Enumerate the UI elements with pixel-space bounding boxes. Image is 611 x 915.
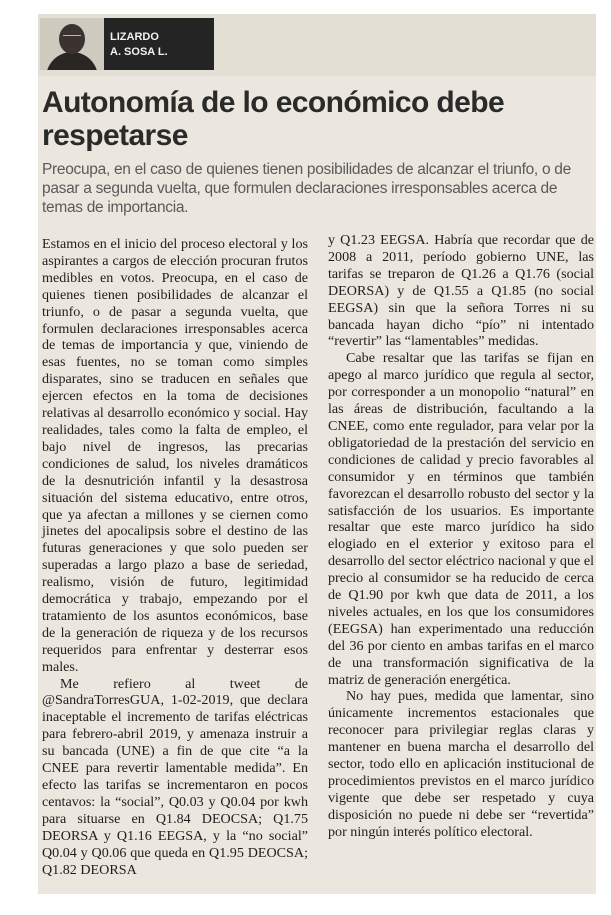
paragraph: Me refiero al tweet de @SandraTorresGUA, 1-02-2019, que declara inaceptable el incremento de tarifas eléctricas para febrero-abril 2019, y amenaza instruir a su bancada (UNE) a fin de que cite “a la CNEE para revertir lamentable medida”. En efecto las tarifas se incrementaron en pocos centavos: la “social”, Q0.03 y Q0.04 por kwh para situarse en Q1.84 DEOCSA; Q1.75 DEORSA y Q1.16 EEGSA, y la “no social” Q0.04 y Q0.06 que queda en Q1.95 DEOCSA; Q1.82 DEORSA — [42, 675, 308, 878]
author-photo-glasses — [63, 35, 81, 40]
author-name-box — [104, 18, 214, 70]
author-photo — [40, 18, 104, 70]
author-photo-shoulders — [46, 52, 98, 70]
paragraph: No hay pues, medida que lamentar, sino únicamente incrementos estacionales que reconocer para privilegiar reglas claras y mantener en buena marcha el desarrollo del sector, todo ello en aplicación institucional de procedimientos previstos en el marco jurídico vigente que debe ser respetado y cuya disposición no puede ni debe ser “revertida” por ningún interés político electoral. — [328, 688, 594, 840]
article-subtitle: Preocupa, en el caso de quienes tienen posibilidades de alcanzar el triunfo, o de pasar a segunda vuelta, que formulen declaraciones irresponsables acerca de temas de importancia. — [42, 161, 571, 216]
body-column-left — [42, 236, 308, 878]
paragraph: Estamos en el inicio del proceso electoral y los aspirantes a cargos de elección procuran frutos medibles en votos. Preocupa, en el caso de quienes tienen posibilidades de alcanzar el triunfo, o de pasar a segunda vuelta, que formulen declaraciones irresponsables acerca de temas de importancia y que, viniendo de esas fuentes, no se toman como simples disparates, sino se traducen en señales que ejercen efectos en la toma de decisiones relativas al desarrollo económico y social. Hay realidades, tales como la falta de empleo, el bajo nivel de ingresos, las precarias condiciones de salud, los niveles dramáticos de la desnutrición infantil y la desastrosa situación del sistema educativo, entre otros, que ya afectan a millones y se ciernen como jinetes del apocalipsis sobre el destino de las futuras generaciones y que solo pueden ser superadas a largo plazo a base de seriedad, realismo, visión de futuro, legitimidad democrática y trabajo, empezando por el tratamiento de los asuntos económicos, base de la generación de riqueza y de los recursos requeridos para enfrentar y desterrar esos males. — [42, 236, 308, 675]
paragraph: y Q1.23 EEGSA. Habría que recordar que de 2008 a 2011, período gobierno UNE, las tarifas se treparon de Q1.26 a Q1.76 (social DEORSA) y de Q1.55 a Q1.85 (no social EEGSA) sin que la señora Torres ni su bancada hayan dicho “pío” ni intentado “revertir” las “lamentables” medidas. — [328, 232, 594, 350]
paragraph: Cabe resaltar que las tarifas se fijan en apego al marco jurídico que regula al sector, por corresponder a un monopolio “natural” en las áreas de distribución, facultando a la CNEE, como ente regulador, para velar por la obligatoriedad de la prestación del servicio en condiciones de calidad y precio favorables al consumidor y en términos que también favorezcan el desarrollo robusto del sector y la satisfacción de los usuarios. Es importante resaltar que este marco jurídico ha sido elogiado en el exterior y exitoso para el desarrollo del sector eléctrico nacional y que el precio al consumidor se ha reducido de cerca de Q1.90 por kwh que data de 2011, a los niveles actuales, en los que los consumidores (EEGSA) han experimentado una reducción del 36 por ciento en ambas tarifas en el marco de una transformación significativa de la matriz de generación energética. — [328, 350, 594, 688]
article-title: Autonomía de lo económico debe respetarse — [42, 86, 505, 152]
author-first-name: LIZARDO — [110, 31, 159, 43]
body-column-right — [328, 232, 594, 841]
author-last-name: A. SOSA L. — [110, 46, 168, 58]
